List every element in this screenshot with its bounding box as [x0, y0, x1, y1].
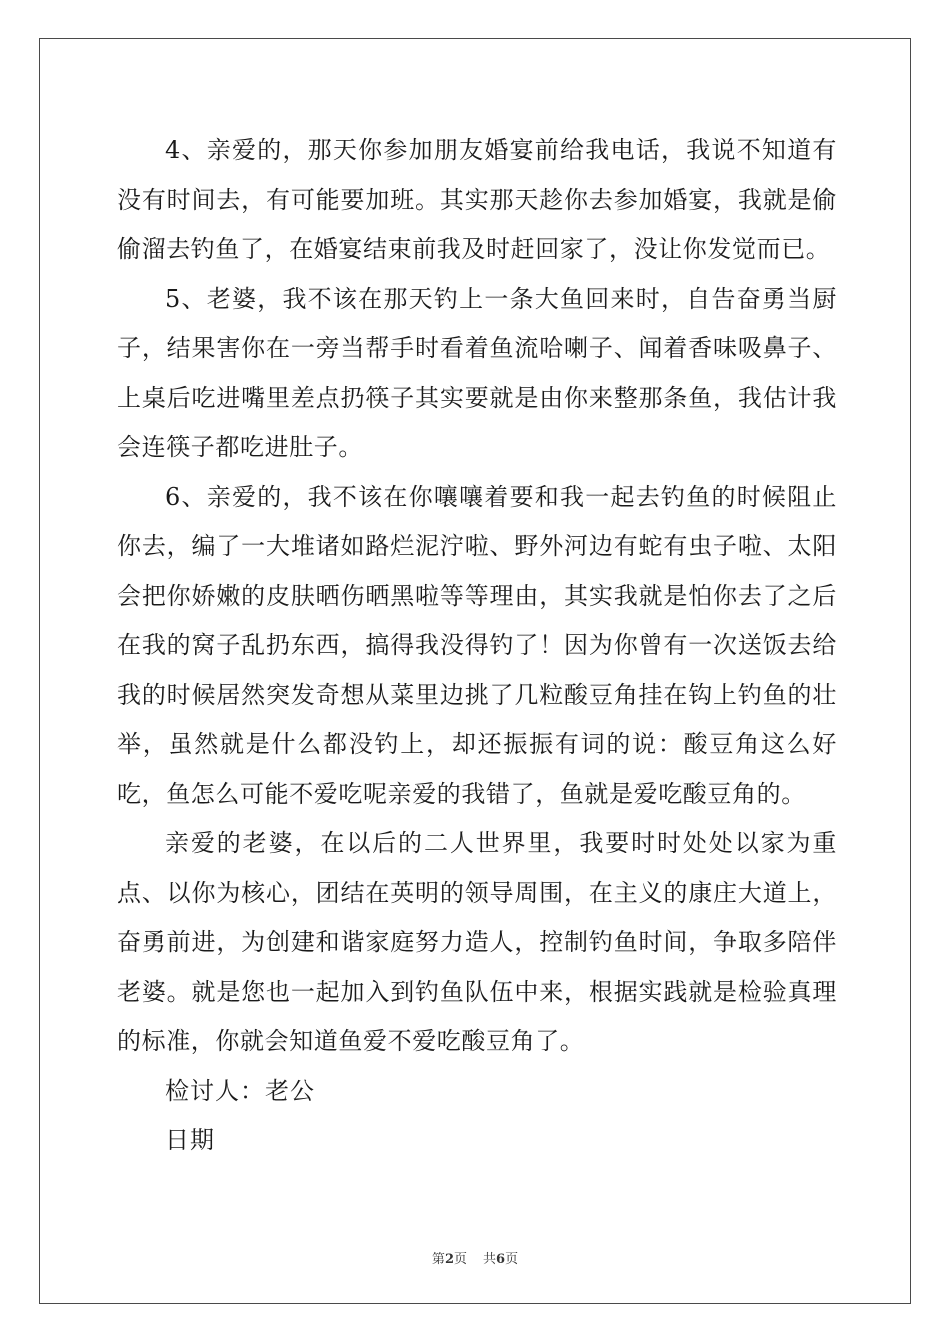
paragraph-closing: 亲爱的老婆，在以后的二人世界里，我要时时处处以家为重点、以你为核心，团结在英明的领导周围，在主义的康庄大道上，奋勇前进，为创建和谐家庭努力造人，控制钓鱼时间，争取多陪伴老婆。就是您也一起加入到钓鱼队伍中来，根据实践就是检验真理的标准，你就会知道鱼爱不爱吃酸豆角了。 — [117, 829, 837, 1055]
footer-total-pages: 6 — [496, 1252, 506, 1267]
document-body — [117, 126, 837, 1166]
date-label: 日期 — [165, 1126, 215, 1154]
paragraph-4: 4、亲爱的，那天你参加朋友婚宴前给我电话，我说不知道有没有时间去，有可能要加班。其实那天趁你去参加婚宴，我就是偷偷溜去钓鱼了，在婚宴结束前我及时赶回家了，没让你发觉而已。 — [117, 136, 837, 263]
footer-total-prefix: 共 — [483, 1252, 497, 1267]
paragraph-6: 6、亲爱的，我不该在你嚷嚷着要和我一起去钓鱼的时候阻止你去，编了一大堆诸如路烂泥泞啦、野外河边有蛇有虫子啦、太阳会把你娇嫩的皮肤晒伤晒黑啦等等理由，其实我就是怕你去了之后在我的窝子乱扔东西，搞得我没得钓了！因为你曾有一次送饭去给我的时候居然突发奇想从菜里边挑了几粒酸豆角挂在钩上钓鱼的壮举，虽然就是什么都没钓上，却还振振有词的说：酸豆角这么好吃，鱼怎么可能不爱吃呢亲爱的我错了，鱼就是爱吃酸豆角的。 — [117, 482, 837, 808]
signature: 检讨人：老公 — [165, 1076, 315, 1105]
paragraph-5: 5、老婆，我不该在那天钓上一条大鱼回来时，自告奋勇当厨子，结果害你在一旁当帮手时看着鱼流哈喇子、闻着香味吸鼻子、上桌后吃进嘴里差点扔筷子其实要就是由你来整那条鱼，我估计我会连筷子都吃进肚子。 — [117, 284, 837, 461]
footer-page-suffix: 页 — [453, 1252, 467, 1267]
footer-page-number: 2 — [444, 1252, 454, 1267]
footer-total-suffix: 页 — [505, 1252, 519, 1267]
page-footer — [0, 1248, 950, 1267]
footer-prefix: 第 — [431, 1252, 445, 1267]
